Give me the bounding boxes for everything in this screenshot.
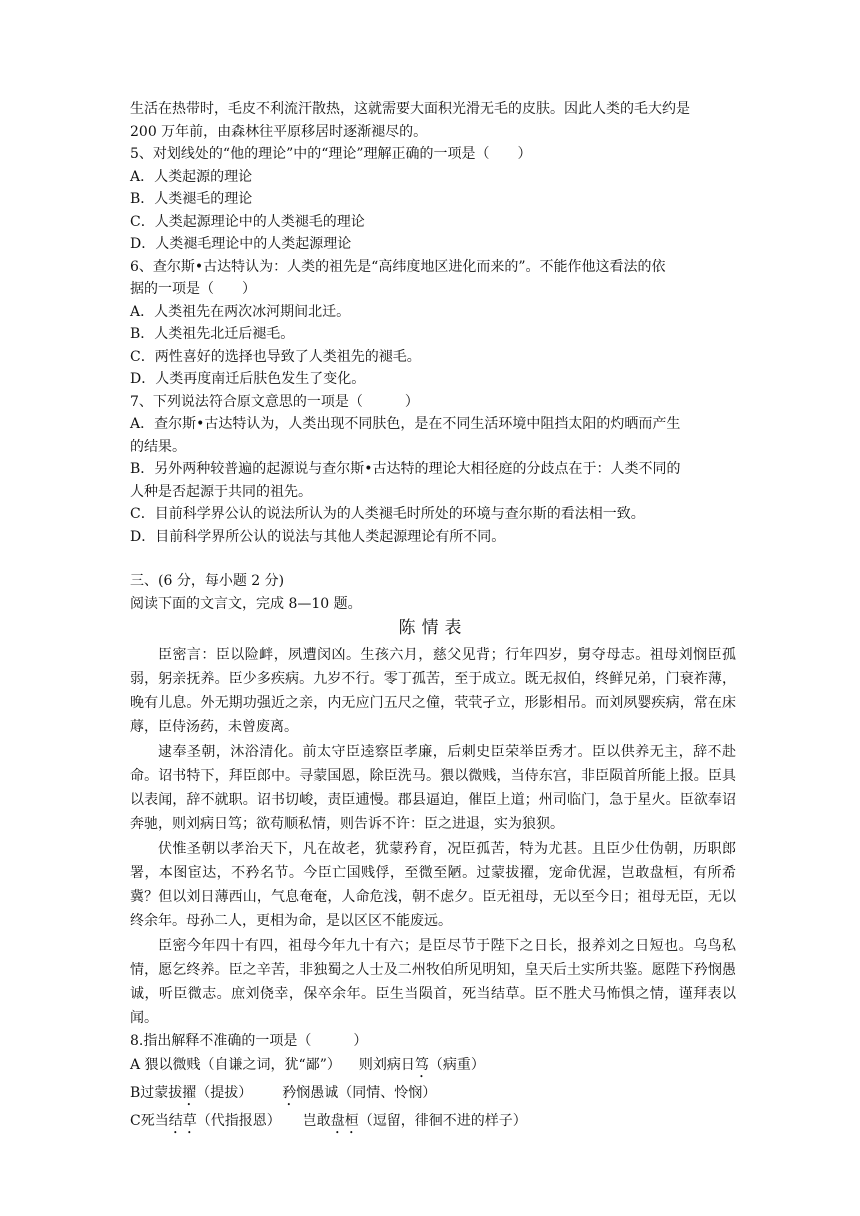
option-c: C．两性喜好的选择也导致了人类祖先的褪毛。 [130, 348, 421, 365]
section-3 [130, 570, 736, 1030]
classical-passage [130, 643, 736, 1030]
option-a-part1: A 猥以微贱（自谦之词，犹“鄙”） [130, 1056, 341, 1073]
option-b-part1-pre: B过蒙拔 [130, 1084, 183, 1101]
section-instruction: 阅读下面的文言文，完成 8—10 题。 [130, 595, 362, 612]
option-a-part2-post: （病重） [428, 1056, 485, 1073]
paragraph: 臣密言：臣以险衅，夙遭闵凶。生孩六月，慈父见背；行年四岁，舅夺母志。祖母刘悯臣孤弱，躬亲抚养。臣少多疾病。九岁不行。零丁孤苦，至于成立。既无叔伯，终鲜兄弟，门衰祚薄，晚有儿息。外无期功强近之亲，内无应门五尺之僮，茕茕孑立，形影相吊。而刘夙婴疾病，常在床蓐，臣侍汤药，未曾废离。 [130, 647, 736, 735]
question-stem: 据的一项是（ ） [130, 281, 256, 297]
section-gap [130, 548, 736, 570]
paragraph: 伏惟圣朝以孝治天下，凡在故老，犹蒙矜育，况臣孤苦，特为尤甚。且臣少仕伪朝，历职郎署，本图宦达，不矜名节。今臣亡国贱俘，至微至陋。过蒙拔擢，宠命优渥，岂敢盘桓，有所希冀？但以刘日薄西山，气息奄奄，人命危浅，朝不虑夕。臣无祖母，无以至今日；祖母无臣，无以终余年。母孙二人，更相为命，是以区区不能废远。 [130, 841, 736, 929]
option-c-part2-post: （逗留，徘徊不进的样子） [358, 1112, 527, 1129]
option-b: B．另外两种较普遍的起源说与查尔斯•古达特的理论大相径庭的分歧点在于：人类不同的 [130, 461, 681, 477]
option-c: C．人类起源理论中的人类褪毛的理论 [130, 213, 365, 230]
option-a: A．查尔斯•古达特认为，人类出现不同肤色，是在不同生活环境中阻挡太阳的灼晒而产生 [130, 416, 681, 432]
option-b-part2-post: 悯愚诚（同情、怜悯） [296, 1084, 437, 1101]
text-line: 生活在热带时，毛皮不利流汗散热，这就需要大面积光滑无毛的皮肤。因此人类的毛大约是 [130, 101, 690, 117]
question-stem: 7、下列说法符合原文意思的一项是（ ） [130, 393, 419, 410]
question-6 [130, 256, 736, 391]
option-d: D．人类再度南迁后肤色发生了变化。 [130, 371, 366, 387]
option-d: D．人类褪毛理论中的人类起源理论 [130, 236, 352, 252]
option-c-part1-pre: C死当 [130, 1112, 169, 1129]
option-c: C．目前科学界公认的说法所认为的人类褪毛时所处的环境与查尔斯的看法相一致。 [130, 506, 645, 522]
option-b-part1-dotted: 擢 [182, 1084, 197, 1101]
question-5 [130, 143, 736, 256]
option-c-part2-dotted: 盘桓 [330, 1112, 359, 1129]
question-8 [130, 1030, 736, 1137]
option-a-part2-dotted: 笃 [414, 1056, 429, 1073]
option-b-part1-post: （提拔） [196, 1084, 253, 1101]
paragraph: 逮奉圣朝，沐浴清化。前太守臣逵察臣孝廉，后刺史臣荣举臣秀才。臣以供养无主，辞不赴命。诏书特下，拜臣郎中。寻蒙国恩，除臣洗马。猥以微贱，当侍东宫，非臣陨首所能上报。臣具以表闻，辞不就职。诏书切峻，责臣逋慢。郡县逼迫，催臣上道；州司临门，急于星火。臣欲奉诏奔驰，则刘病日笃；欲苟顺私情，则告诉不许：臣之进退，实为狼狈。 [130, 744, 736, 832]
question-stem: 6、查尔斯•古达特认为：人类的祖先是“高纬度地区进化而来的”。不能作他这看法的依 [130, 258, 666, 275]
question-stem: 8.指出解释不准确的一项是（ ） [130, 1033, 368, 1049]
option-a-part2-pre: 则刘病日 [358, 1056, 415, 1073]
option-a-cont: 的结果。 [130, 438, 186, 455]
question-stem: 5、对划线处的“他的理论”中的“理论”理解正确的一项是（ ） [130, 146, 532, 162]
option-c-part2-pre: 岂敢 [302, 1112, 331, 1129]
option-a: A．人类祖先在两次冰河期间北迁。 [130, 303, 351, 320]
option-b: B．人类祖先北迁后褪毛。 [130, 326, 295, 342]
paragraph: 臣密今年四十有四，祖母今年九十有六；是臣尽节于陛下之日长，报养刘之日短也。乌鸟私情，愿乞终养。臣之辛苦，非独蜀之人士及二州牧伯所见明知，皇天后土实所共鉴。愿陛下矜悯愚诚，听臣微志。庶刘侥幸，保卒余年。臣生当陨首，死当结草。臣不胜犬马怖惧之情，谨拜表以闻。 [130, 938, 736, 1026]
option-b-part2-dotted: 矜 [282, 1084, 297, 1101]
option-d: D．目前科学界所公认的说法与其他人类起源理论有所不同。 [130, 528, 506, 545]
option-b [130, 1081, 736, 1109]
section-heading: 三、(6 分，每小题 2 分) [130, 573, 285, 589]
text-line: 200 万年前，由森林往平原移居时逐渐褪尽的。 [130, 123, 428, 140]
question-7 [130, 391, 736, 549]
option-b: B．人类褪毛的理论 [130, 191, 253, 207]
option-b-cont: 人种是否起源于共同的祖先。 [130, 483, 312, 500]
option-a: A．人类起源的理论 [130, 168, 253, 185]
option-c-part1-post: （代指报恩） [196, 1112, 281, 1129]
option-c-part1-dotted: 结草 [168, 1112, 197, 1129]
option-c [130, 1109, 736, 1137]
option-a [130, 1053, 736, 1081]
passage-tail [130, 98, 736, 143]
passage-title: 陈情表 [398, 618, 468, 638]
